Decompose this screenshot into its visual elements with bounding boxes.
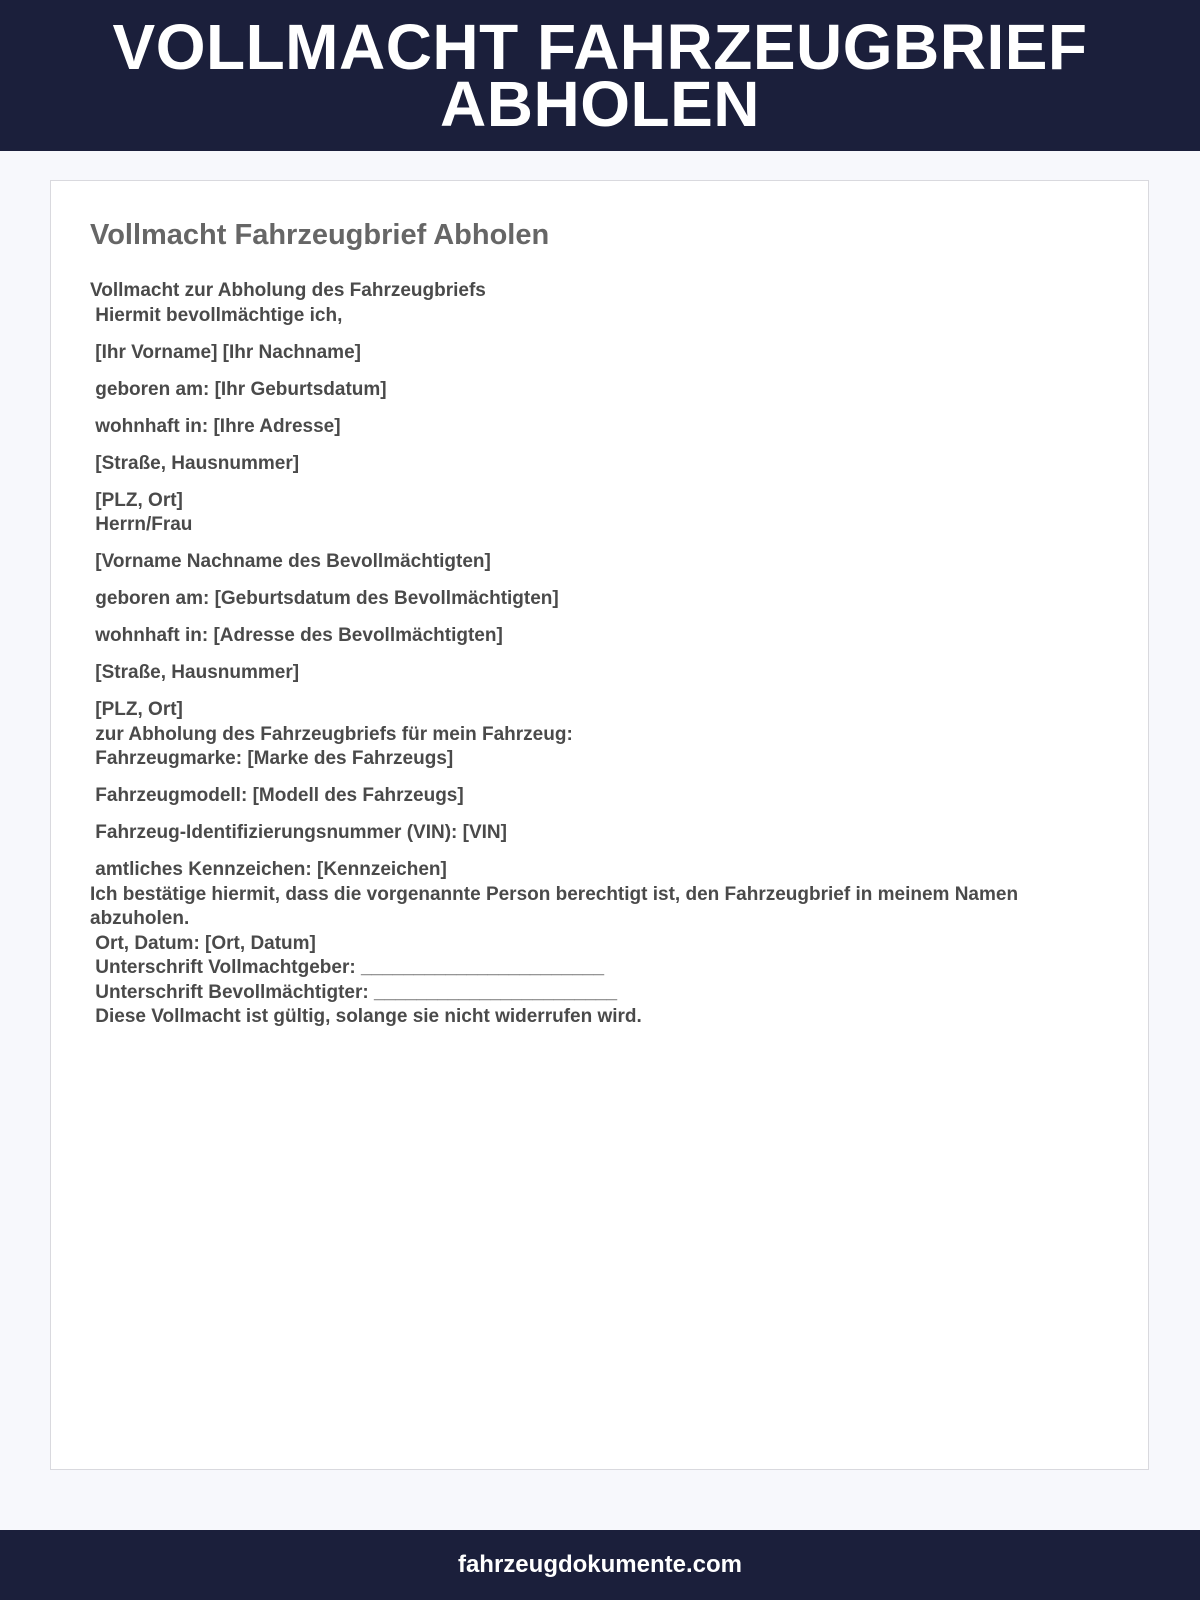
document-line: [Straße, Hausnummer] bbox=[90, 662, 300, 683]
footer bbox=[0, 1530, 1200, 1600]
footer-site: fahrzeugdokumente.com bbox=[457, 1551, 743, 1578]
signature-line-authorized: Unterschrift Bevollmächtigter: _______________________ bbox=[90, 981, 618, 1003]
document-heading: Vollmacht Fahrzeugbrief Abholen bbox=[90, 219, 550, 251]
document-line: Fahrzeugmarke: [Marke des Fahrzeugs] bbox=[90, 748, 454, 769]
document-line: Fahrzeugmodell: [Modell des Fahrzeugs] bbox=[90, 785, 464, 806]
banner-title: VOLLMACHT FAHRZEUGBRIEF ABHOLEN bbox=[112, 10, 1088, 140]
document-card bbox=[50, 180, 1149, 1470]
signature-line-grantor: Unterschrift Vollmachtgeber: _______________________ bbox=[90, 957, 605, 978]
document-line: geboren am: [Geburtsdatum des Bevollmächtigten] bbox=[90, 588, 559, 609]
document-line: Ich bestätige hiermit, dass die vorgenannte Person berechtigt ist, den Fahrzeugbrief in meinem Namen abzuholen. bbox=[90, 883, 1024, 929]
document-line: amtliches Kennzeichen: [Kennzeichen] bbox=[90, 859, 447, 880]
document-line: [PLZ, Ort] bbox=[90, 699, 183, 720]
top-banner bbox=[0, 0, 1200, 151]
document-line: [Straße, Hausnummer] bbox=[90, 452, 300, 474]
document-line: Diese Vollmacht ist gültig, solange sie nicht widerrufen wird. bbox=[90, 1006, 642, 1027]
document-line: Ort, Datum: [Ort, Datum] bbox=[90, 932, 316, 954]
document-line: wohnhaft in: [Adresse des Bevollmächtigten] bbox=[90, 625, 503, 646]
document-line: Vollmacht zur Abholung des Fahrzeugbriefs bbox=[90, 280, 486, 301]
document-line: zur Abholung des Fahrzeugbriefs für mein Fahrzeug: bbox=[90, 723, 573, 745]
document-line: Fahrzeug-Identifizierungsnummer (VIN): [VIN] bbox=[90, 822, 507, 843]
document-line: Hiermit bevollmächtige ich, bbox=[90, 304, 343, 326]
document-line: wohnhaft in: [Ihre Adresse] bbox=[90, 415, 341, 437]
document-line: geboren am: [Ihr Geburtsdatum] bbox=[90, 378, 387, 400]
document-line: [Vorname Nachname des Bevollmächtigten] bbox=[90, 551, 491, 572]
document-body bbox=[90, 279, 1090, 1030]
document-line: Herrn/Frau bbox=[90, 514, 193, 535]
document-line: [PLZ, Ort] bbox=[90, 489, 183, 511]
document-line: [Ihr Vorname] [Ihr Nachname] bbox=[90, 341, 361, 363]
